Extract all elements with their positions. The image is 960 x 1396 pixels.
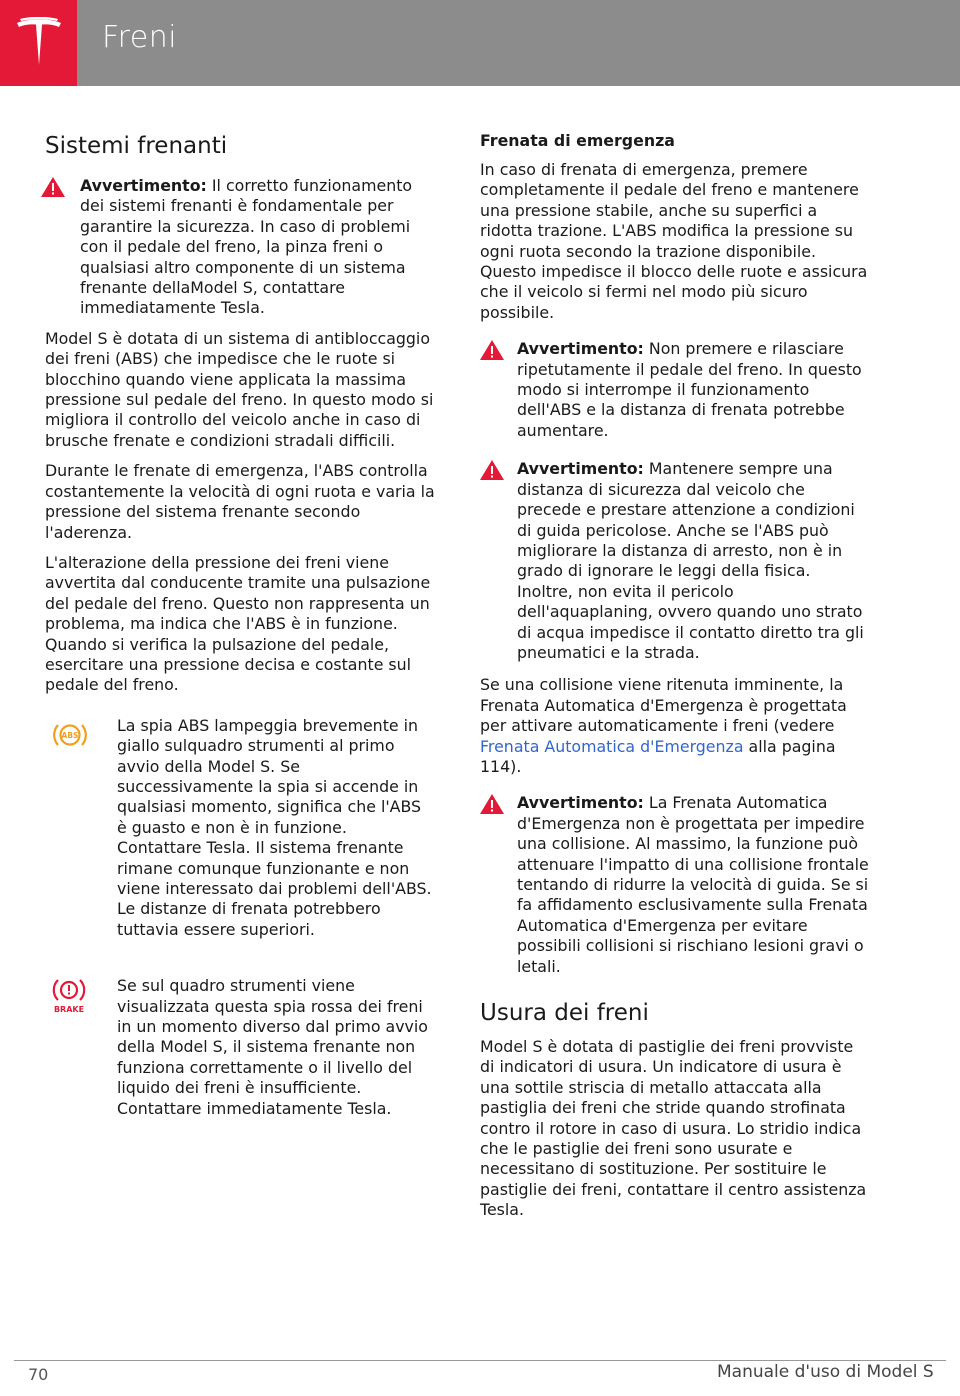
aeb-link[interactable]: Frenata Automatica d'Emergenza xyxy=(480,736,744,756)
paragraph: L'alterazione della pressione dei freni viene avvertita dal conducente tramite una pulsazione del pedale del freno. Questo non rappresenta un problema, ma indica che l'ABS è in funzione. Quando si verifica la pulsazione del pedale, esercitare una pressione decisa e costante sul pedale del freno. xyxy=(45,552,431,695)
brake-indicator-text: Se sul quadro strumenti viene visualizzata questa spia rossa dei freni in un momento diverso dal primo avvio della Model S, il sistema frenante non funziona correttamente o il livello del liquido dei freni è insufficiente. Contattare immediatamente Tesla. xyxy=(117,976,428,1118)
brake-warning-light-icon xyxy=(49,976,89,1016)
warning-label: Avvertimento: xyxy=(80,176,207,195)
footer-divider xyxy=(14,1360,946,1361)
tesla-logo-icon xyxy=(14,17,64,69)
warning-label: Avvertimento: xyxy=(517,793,644,813)
left-column xyxy=(45,128,435,1119)
paragraph: Model S è dotata di pastiglie dei freni provviste di indicatori di usura. Un indicatore di usura è una sottile striscia di metallo attaccata alla pastiglia dei freni che stride quando strofinata contro il rotore in caso di usura. Lo stridio indica che le pastiglie dei freni sono usurate e necessitano di sostituzione. Per sostituire le pastiglie dei freni, contattare il centro assistenza Tesla. xyxy=(480,1037,867,1220)
warning-triangle-icon xyxy=(40,176,66,198)
subheading-emergency-braking: Frenata di emergenza xyxy=(480,131,675,150)
abs-warning-light-icon xyxy=(53,720,87,750)
warning-text: La Frenata Automatica d'Emergenza non è progettata per impedire una collisione. Al massimo, la funzione può attenuare l'impatto di una collisione frontale tentando di ridurre la velocità di guida. Se si fa affidamento esclusivamente sulla Frenata Automatica d'Emergenza per evitare possibili collisioni si rischiano lesioni gravi o letali. xyxy=(517,793,869,976)
header-bar xyxy=(0,0,960,86)
warning-block xyxy=(479,793,870,977)
warning-label: Avvertimento: xyxy=(517,459,644,479)
warning-block xyxy=(479,339,870,441)
paragraph-aeb: Se una collisione viene ritenuta imminente, la Frenata Automatica d'Emergenza è progettata per attivare automaticamente i freni (vedere Frenata Automatica d'Emergenza alla pagina 114). xyxy=(480,675,847,776)
abs-icon-label: ABS xyxy=(61,730,79,740)
warning-label: Avvertimento: xyxy=(517,339,644,359)
warning-block xyxy=(479,459,870,663)
paragraph: Model S è dotata di un sistema di antibloccaggio dei freni (ABS) che impedisce che le ruote si blocchino quando viene applicata la massima pressione sul pedale del freno. In questo modo si migliora il controllo del veicolo anche in caso di brusche frenate e condizioni stradali difficili. xyxy=(45,328,434,450)
right-column xyxy=(480,128,870,1231)
tesla-logo xyxy=(0,0,77,86)
warning-block xyxy=(40,176,435,319)
section-heading-brake-systems: Sistemi frenanti xyxy=(45,133,228,159)
paragraph: Durante le frenate di emergenza, l'ABS controlla costantemente la velocità di ogni ruota e varia la pressione del sistema frenante secondo l'aderenza. xyxy=(45,461,435,542)
section-heading-brake-wear: Usura dei freni xyxy=(480,1000,649,1027)
abs-indicator-block xyxy=(45,716,435,940)
warning-triangle-icon xyxy=(479,793,505,815)
manual-title: Manuale d'uso di Model S xyxy=(717,1362,934,1382)
warning-text: Mantenere sempre una distanza di sicurezza dal veicolo che precede e prestare attenzione a condizioni di guida pericolose. Anche se l'ABS può migliorare la distanza di arresto, non è in grado di ignorare le leggi della fisica. Inoltre, non evita il pericolo dell'aquaplaning, ovvero quando uno strato di acqua impedisce il contatto diretto tra gli pneumatici e la strada. xyxy=(517,459,864,662)
warning-triangle-icon xyxy=(479,339,505,361)
abs-indicator-text: La spia ABS lampeggia brevemente in giallo sulquadro strumenti al primo avvio della Model S. Se successivamente la spia si accende in qualsiasi momento, significa che l'ABS è guasto e non è in funzione. Contattare Tesla. Il sistema frenante rimane comunque funzionante e non viene interessato dai problemi dell'ABS. Le distanze di frenata potrebbero tuttavia essere superiori. xyxy=(117,715,432,939)
warning-text: Il corretto funzionamento dei sistemi frenanti è fondamentale per garantire la sicurezza. In caso di problemi con il pedale del freno, la pinza freni o qualsiasi altro componente di un sistema frenante dellaModel S, contattare immediatamente Tesla. xyxy=(80,176,413,318)
warning-triangle-icon xyxy=(479,459,505,481)
page-number: 70 xyxy=(28,1365,49,1384)
brake-indicator-block xyxy=(45,976,435,1119)
page-title: Freni xyxy=(102,20,178,55)
paragraph: In caso di frenata di emergenza, premere completamente il pedale del freno e mantenere una pressione stabile, anche su superfici a ridotta trazione. L'ABS modifica la pressione su ogni ruota secondo la trazione disponibile. Questo impedisce il blocco delle ruote e assicura che il veicolo si fermi nel modo più sicuro possibile. xyxy=(480,160,868,322)
warning-text: Non premere e rilasciare ripetutamente il pedale del freno. In questo modo si interrompe il funzionamento dell'ABS e la distanza di frenata potrebbe aumentare. xyxy=(517,339,862,440)
brake-icon-label: BRAKE xyxy=(53,1005,85,1015)
